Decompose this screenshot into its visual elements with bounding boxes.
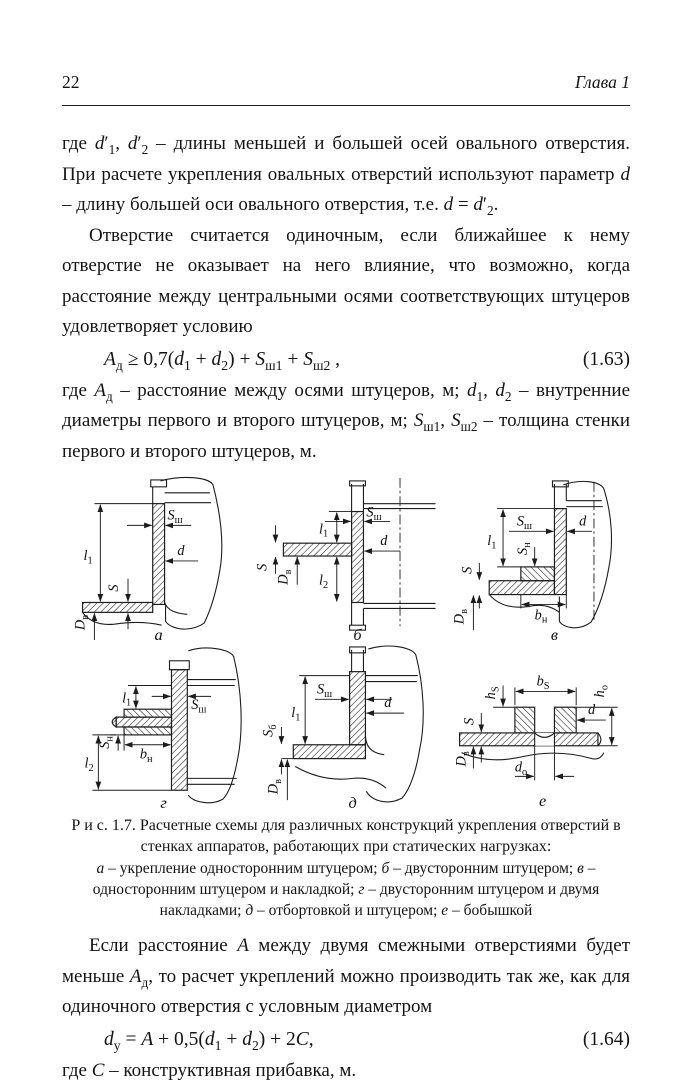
dim-label-Dv: $D_в$ — [275, 569, 295, 585]
formula-1-64 — [62, 1023, 630, 1056]
diagram-v-nozzle-with-pad — [441, 474, 630, 642]
dim-label-S: S — [106, 584, 123, 592]
dim-label-Ssh: $S_ш$ — [317, 681, 333, 700]
dim-label-Sn: $S_н$ — [97, 736, 116, 749]
chapter-title: Глава 1 — [575, 72, 630, 92]
vessel-outline — [486, 481, 611, 628]
shell-wall-section — [284, 543, 352, 556]
dim-label-d: d — [587, 702, 595, 719]
dim-label-l1: $l_1$ — [291, 705, 301, 724]
nozzle-wall-section — [554, 509, 566, 595]
dim-label-S: S — [254, 563, 271, 571]
formula-1-63-number: (1.63) — [582, 348, 630, 370]
formula-1-64-number: (1.64) — [582, 1028, 630, 1050]
dim-label-l1: $l_1$ — [319, 521, 329, 540]
diagram-tag-d: д — [348, 793, 358, 810]
paragraph-formula-164-legend: где C – конструктивная прибавка, м. — [62, 1059, 357, 1080]
dim-label-Dv: $D_в$ — [265, 778, 285, 795]
dim-label-do: $d_о$ — [514, 759, 527, 778]
dim-label-Dv: $D_в$ — [72, 614, 91, 631]
page-number: 22 — [62, 72, 80, 92]
dim-label-Ssh: $S_ш$ — [516, 513, 532, 532]
dim-label-Ssh: $S_ш$ — [191, 697, 207, 716]
nozzle-wall-section — [153, 504, 165, 605]
diagram-tag-b: б — [353, 625, 362, 642]
dim-label-l2: $l_2$ — [319, 572, 329, 592]
diagram-b-two-sided-nozzle — [251, 474, 440, 642]
dim-label-S: S — [459, 566, 476, 574]
nozzle-wall-section — [352, 512, 364, 603]
boss-left-section — [515, 707, 535, 733]
dim-label-l1: $l_1$ — [122, 690, 132, 709]
boss-right-section — [554, 707, 576, 733]
formula-1-64-expression: $d_у = A + 0,5(d_1 + d_2) + 2C$, — [104, 1028, 314, 1053]
paragraph-oval-openings: где $d'_1$, $d'_2$ – длины меньшей и большей осей овального отверстия. При расчете укрепления овальных отверстий используют параметр d – длину большей оси овального отверстия, т.е. $d = d'_2$. — [62, 133, 631, 218]
dim-label-S: S — [461, 717, 478, 726]
dim-label-Sb: $S_б$ — [260, 724, 280, 737]
diagram-tag-a: а — [154, 625, 163, 642]
page-header — [62, 72, 630, 106]
dim-label-d: d — [578, 513, 586, 530]
dim-label-bS: $b_S$ — [536, 673, 550, 692]
pad-bottom-section — [124, 727, 171, 735]
dim-label-l1: $l_1$ — [83, 547, 93, 567]
body-text — [62, 129, 630, 467]
dim-label-Dv: $D_в$ — [453, 751, 472, 767]
dim-label-Ssh: $S_ш$ — [167, 507, 183, 526]
pad-section — [520, 567, 554, 581]
dim-label-ho: $h_о$ — [591, 684, 610, 698]
paragraph-single-opening: Отверстие считается одиночным, если ближайшее к нему отверстие не оказывает на него влияние, что возможно, когда расстояние между центральными осями соответствующих штуцеров удовлетворяет условию — [62, 224, 630, 337]
formula-1-63 — [62, 343, 630, 376]
figure-grid — [62, 474, 630, 810]
dim-label-bn: $b_н$ — [534, 607, 548, 626]
body-text-after-figure — [62, 931, 630, 1080]
vessel-wall-section — [171, 670, 187, 791]
flange-section — [294, 745, 366, 759]
dim-label-d: d — [380, 533, 388, 550]
dim-label-l1: $l_1$ — [486, 533, 497, 552]
paragraph-formula-163-legend: где $A_д$ – расстояние между осями штуцеров, м; $d_1$, $d_2$ – внутренние диаметры первого и второго штуцеров, м; $S_{ш1}$, $S_{ш2}$ – толщина стенки первого и второго штуцеров, м. — [62, 379, 631, 462]
nozzle-wall-section — [350, 672, 366, 745]
dim-label-Dv: $D_в$ — [451, 608, 470, 625]
dim-label-bn: $b_н$ — [139, 746, 153, 766]
dim-label-hS: $h_S$ — [482, 686, 502, 700]
paragraph-adjacent-openings: Если расстояние A между двумя смежными отверстиями будет меньше $A_д$, то расчет укреплений можно производить так же, как для одиночного отверстия с условным диаметром — [62, 935, 631, 1017]
formula-1-63-expression: $A_д \ge 0,7(d_1 + d_2) + S_{ш1} + S_{ш2}$ , — [104, 348, 341, 373]
diagram-tag-v: в — [550, 625, 558, 642]
diagram-a-one-sided-nozzle — [62, 474, 251, 642]
diagram-d-flange-and-nozzle — [251, 642, 440, 810]
dim-label-d: d — [384, 695, 392, 712]
dim-label-l2: $l_2$ — [84, 755, 94, 774]
diagram-g-nozzle-two-pads — [62, 642, 251, 810]
nozzle-wall-section — [116, 717, 171, 727]
pad-top-section — [124, 709, 171, 717]
dim-label-d: d — [177, 543, 185, 560]
dim-label-Ssh: $S_ш$ — [366, 504, 382, 523]
figure-1-7 — [62, 474, 630, 921]
diagram-tag-e: е — [538, 791, 546, 810]
figure-caption-title: Р и с. 1.7. Расчетные схемы для различных конструкций укрепления отверстий в стенках аппаратов, работающих при статических нагрузках: — [71, 817, 621, 855]
shell-wall-section — [83, 602, 153, 612]
diagram-e-boss — [441, 642, 630, 810]
figure-caption-legend: а – укрепление односторонним штуцером; б – двусторонним штуцером; в – односторонним штуцером и накладкой; г – двусторонним штуцером и двумя накладками; д – отбортовкой и штуцером; е – бобышкой — [92, 860, 600, 919]
shell-wall-section — [459, 733, 597, 746]
diagram-tag-g: г — [160, 793, 167, 810]
dim-label-Sn: $S_н$ — [514, 542, 533, 556]
shell-wall-section — [489, 581, 554, 595]
figure-caption — [62, 816, 630, 921]
